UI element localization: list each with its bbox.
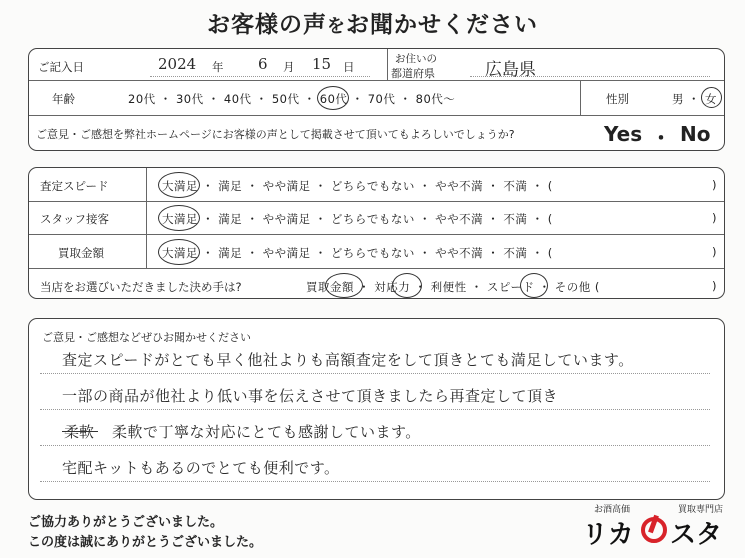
logo-text-left: リカ bbox=[582, 520, 634, 550]
day-value: 15 bbox=[312, 55, 332, 73]
year-unit: 年 bbox=[212, 60, 224, 74]
day-unit: 日 bbox=[343, 60, 355, 74]
reason-label: 当店をお選びいただきました決め手は? bbox=[40, 280, 242, 294]
comment-line-2: 一部の商品が他社より低い事を伝えさせて頂きましたら再査定して頂き bbox=[62, 387, 559, 405]
rating-label-staff: スタッフ接客 bbox=[40, 212, 109, 226]
age-label: 年齢 bbox=[52, 92, 75, 106]
title-main: お客様の声 bbox=[207, 12, 327, 38]
comment-line-3: 柔軟で丁寧な対応にとても感謝しています。 bbox=[112, 423, 421, 441]
gender-female: 女 bbox=[705, 92, 717, 106]
prefecture-value: 広島県 bbox=[485, 60, 536, 80]
comment-line-1: 査定スピードがとても早く他社よりも高額査定をして頂きとても満足しています。 bbox=[62, 351, 634, 369]
reason-selected-response bbox=[392, 273, 422, 298]
reason-close: ) bbox=[712, 279, 717, 293]
logo-tag-left: お酒高価 bbox=[594, 505, 631, 515]
consent-text: ご意見・ご感想を弊社ホームページにお客様の声として掲載させて頂いてもよろしいでしょうか? bbox=[36, 128, 515, 141]
reason-options: 買取金額 ・ 対応力 ・ 利便性 ・ スピード ・ その他 ( bbox=[306, 280, 600, 294]
reason-selected-speed bbox=[520, 273, 548, 298]
rating-close-price: ) bbox=[712, 245, 717, 259]
logo-tag-right: 買取専門店 bbox=[678, 505, 724, 515]
prefecture-label-1: お住いの bbox=[395, 53, 437, 65]
reason-selected-price bbox=[325, 273, 363, 298]
comments-label: ご意見・ご感想などぜひお聞かせください bbox=[42, 331, 251, 344]
month-value: 6 bbox=[258, 55, 268, 73]
gender-male: 男 bbox=[672, 92, 684, 106]
date-label: ご記入日 bbox=[38, 60, 84, 74]
gender-label: 性別 bbox=[606, 92, 629, 106]
age-selected-circle bbox=[317, 86, 349, 110]
age-options: 20代 ・ 30代 ・ 40代 ・ 50代 ・ 60代 ・ 70代 ・ 80代〜 bbox=[128, 92, 456, 106]
rating-close-staff: ) bbox=[712, 211, 717, 225]
gender-sep: ・ bbox=[688, 92, 700, 106]
rating-close-speed: ) bbox=[712, 178, 717, 192]
comment-struck-word: 柔軟 bbox=[64, 423, 95, 441]
gender-selected-circle bbox=[701, 87, 722, 108]
thanks-line-2: この度は誠にありがとうございました。 bbox=[28, 535, 263, 550]
consent-sep: ・ bbox=[651, 126, 671, 150]
year-value: 2024 bbox=[158, 55, 197, 73]
logo-circle-icon bbox=[641, 517, 667, 543]
rating-selected-price bbox=[158, 239, 200, 265]
rating-label-price: 買取金額 bbox=[58, 246, 104, 260]
rating-options-price: 大満足 ・ 満足 ・ やや満足 ・ どちらでもない ・ やや不満 ・ 不満 ・ ( bbox=[162, 246, 553, 260]
title-particle: を bbox=[327, 16, 346, 37]
rating-label-speed: 査定スピード bbox=[40, 179, 109, 193]
comment-line-4: 宅配キットもあるのでとても便利です。 bbox=[62, 459, 340, 477]
title-sub: お聞かせください bbox=[346, 12, 538, 38]
logo bbox=[574, 502, 734, 554]
logo-text-right: スタ bbox=[670, 520, 723, 550]
consent-yes: Yes bbox=[604, 122, 643, 146]
strikeout-mark bbox=[62, 431, 98, 432]
rating-options-speed: 大満足 ・ 満足 ・ やや満足 ・ どちらでもない ・ やや不満 ・ 不満 ・ ( bbox=[162, 179, 553, 193]
prefecture-label-2: 都道府県 bbox=[391, 67, 435, 80]
rating-selected-speed bbox=[158, 172, 200, 198]
page-title bbox=[0, 6, 745, 39]
rating-selected-staff bbox=[158, 205, 200, 231]
consent-no: No bbox=[680, 122, 711, 146]
month-unit: 月 bbox=[283, 60, 295, 74]
rating-options-staff: 大満足 ・ 満足 ・ やや満足 ・ どちらでもない ・ やや不満 ・ 不満 ・ ( bbox=[162, 212, 553, 226]
thanks-line-1: ご協力ありがとうございました。 bbox=[28, 515, 224, 530]
